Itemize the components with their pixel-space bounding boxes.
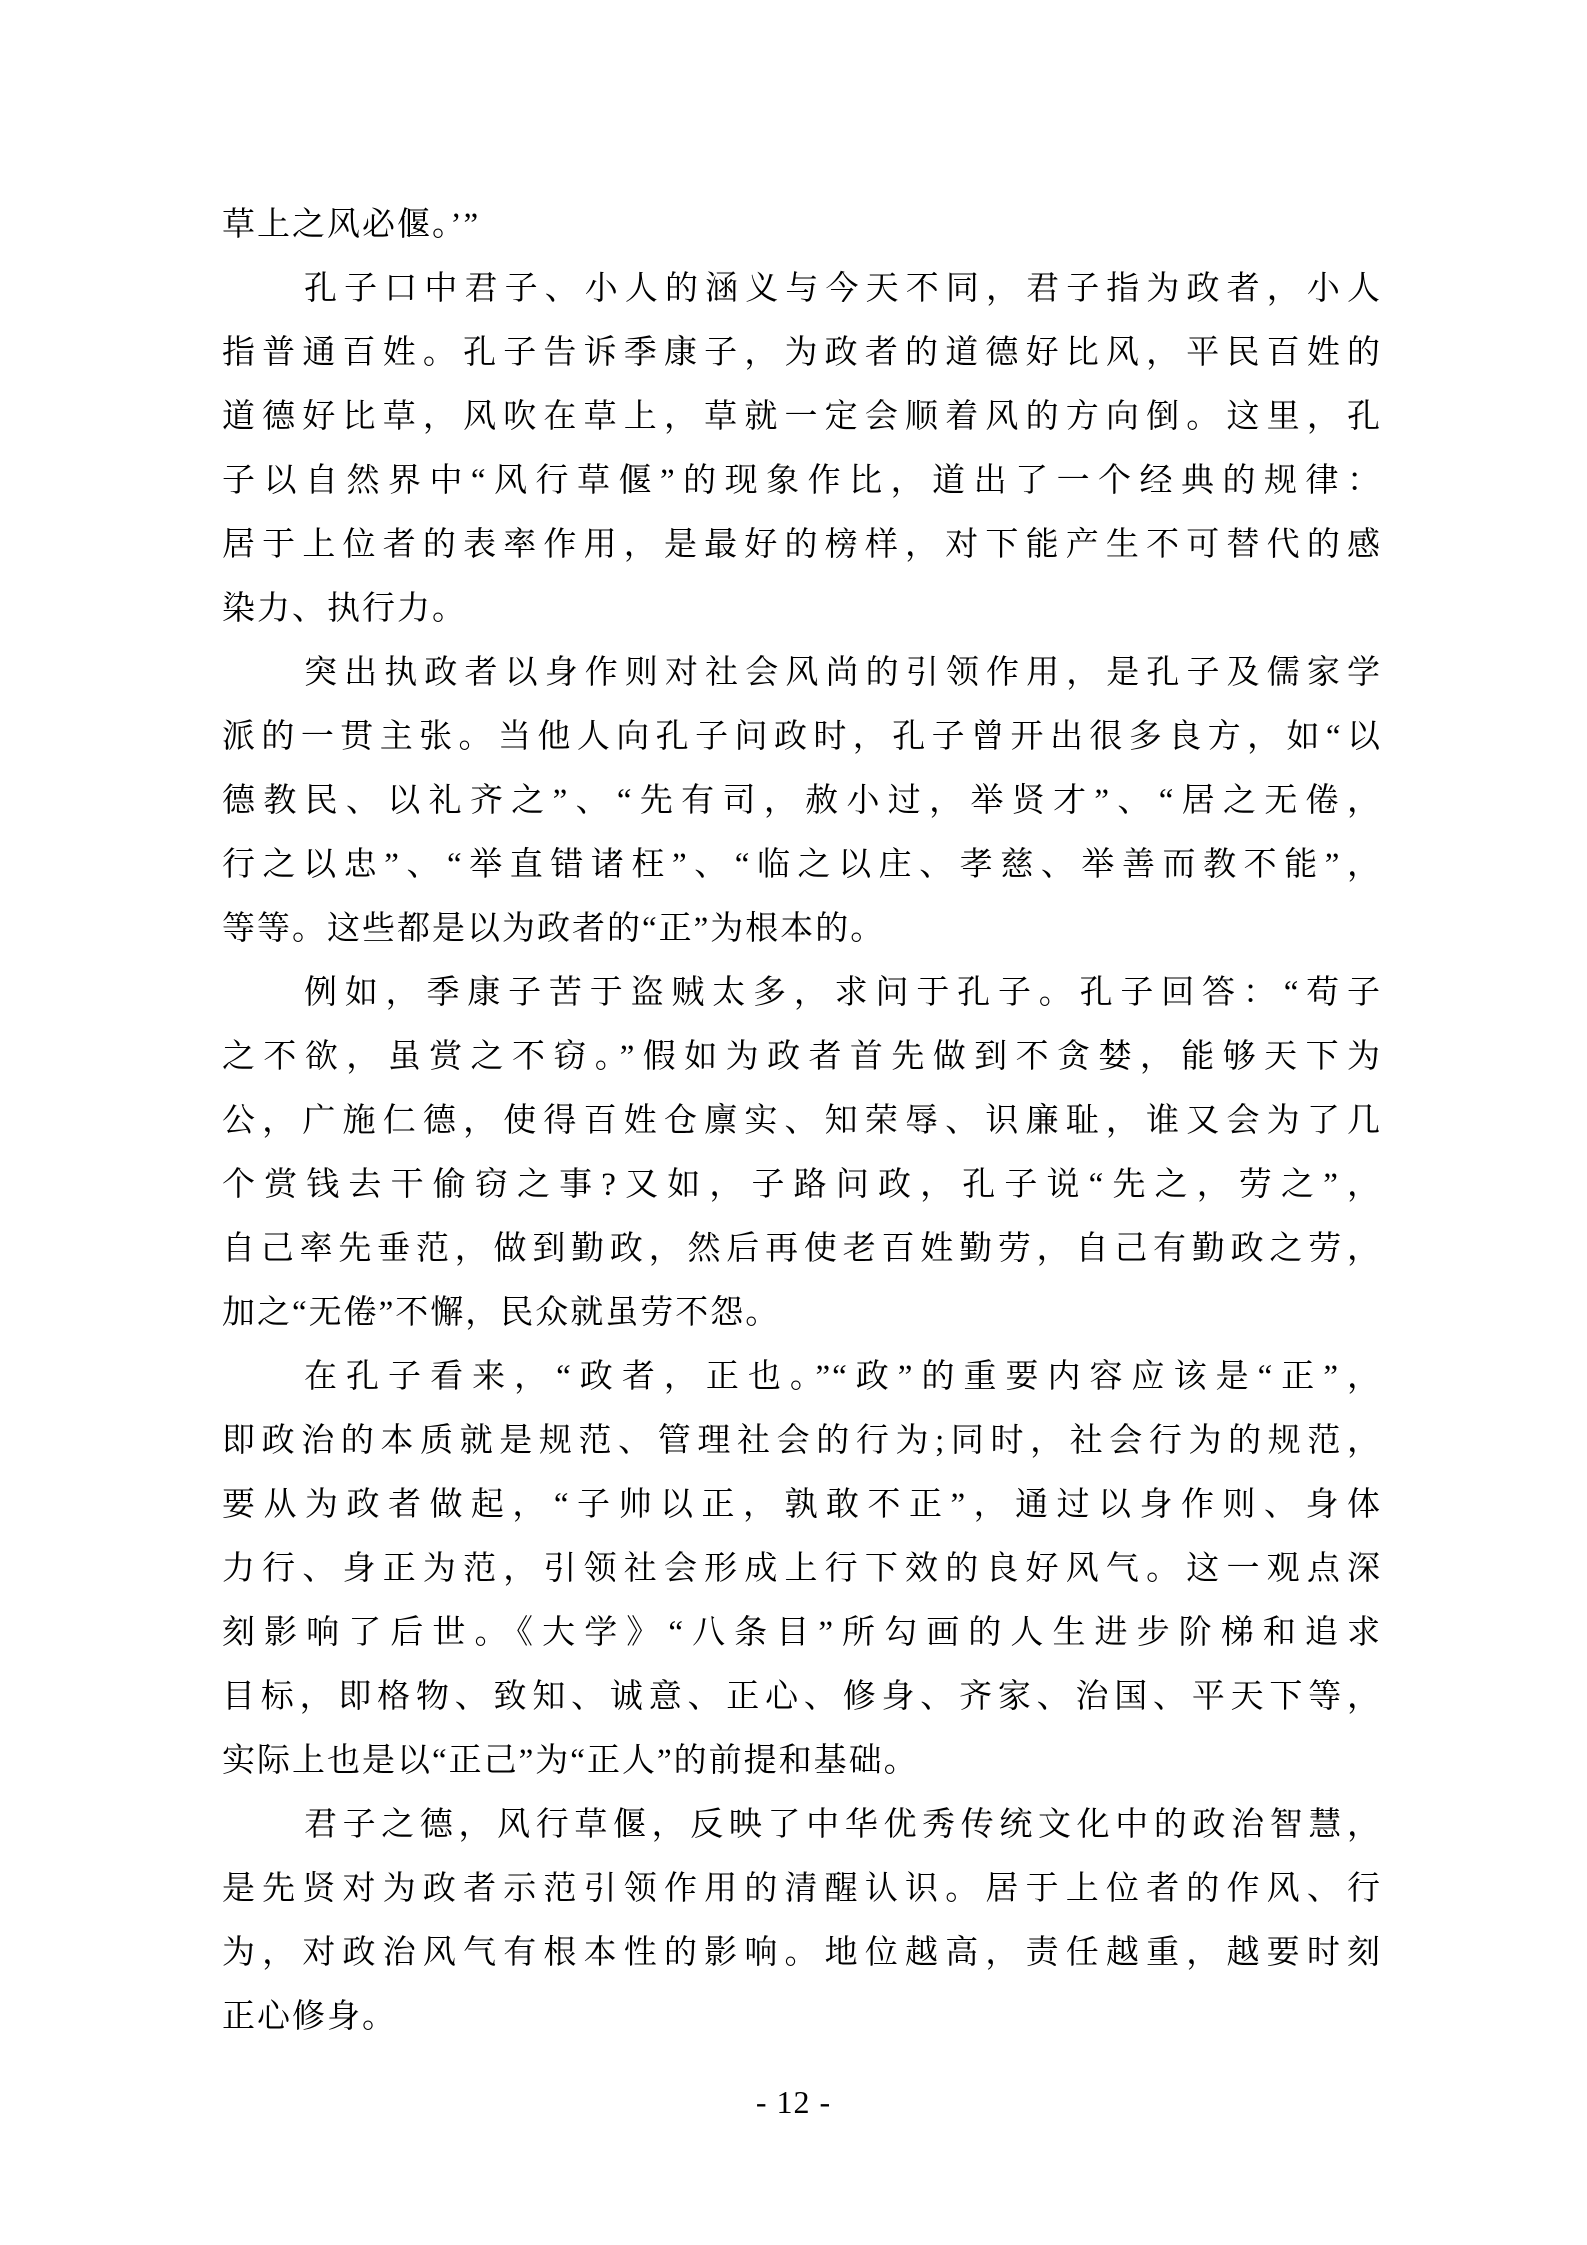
text-line: 等等。这些都是以为政者的“正”为根本的。 — [222, 911, 886, 947]
text-line: 为，对政治风气有根本性的影响。地位越高，责任越重，越要时刻 — [222, 1935, 1382, 1971]
text-line: 染力、执行力。 — [222, 591, 467, 627]
text-line: 自己率先垂范，做到勤政，然后再使老百姓勤劳，自己有勤政之劳， — [222, 1231, 1382, 1267]
text-line: 实际上也是以“正己”为“正人”的前提和基础。 — [222, 1743, 919, 1779]
document-body — [222, 193, 1382, 2049]
text-line: 君子之德，风行草偃，反映了中华优秀传统文化中的政治智慧， — [304, 1807, 1382, 1843]
text-line: 公，广施仁德，使得百姓仓廪实、知荣辱、识廉耻，谁又会为了几 — [222, 1103, 1382, 1139]
text-line: 突出执政者以身作则对社会风尚的引领作用，是孔子及儒家学 — [304, 655, 1382, 691]
text-line: 子以自然界中“风行草偃”的现象作比，道出了一个经典的规律： — [222, 463, 1382, 499]
text-line: 草上之风必偃。’” — [222, 207, 481, 243]
text-line: 指普通百姓。孔子告诉季康子，为政者的道德好比风，平民百姓的 — [222, 335, 1382, 371]
text-line: 刻影响了后世。《大学》“八条目”所勾画的人生进步阶梯和追求 — [222, 1615, 1382, 1651]
text-line: 加之“无倦”不懈，民众就虽劳不怨。 — [222, 1295, 781, 1331]
text-line: 居于上位者的表率作用，是最好的榜样，对下能产生不可替代的感 — [222, 527, 1382, 563]
text-line: 之不欲，虽赏之不窃。”假如为政者首先做到不贪婪，能够天下为 — [222, 1039, 1382, 1075]
text-line: 派的一贯主张。当他人向孔子问政时，孔子曾开出很多良方，如“以 — [222, 719, 1382, 755]
text-line: 在孔子看来，“政者，正也。”“政”的重要内容应该是“正”， — [304, 1359, 1382, 1395]
text-line: 例如，季康子苦于盗贼太多，求问于孔子。孔子回答：“苟子 — [304, 975, 1382, 1011]
page-number: - 12 - — [755, 2084, 832, 2120]
text-line: 要从为政者做起，“子帅以正，孰敢不正”，通过以身作则、身体 — [222, 1487, 1382, 1523]
text-line: 孔子口中君子、小人的涵义与今天不同，君子指为政者，小人 — [304, 271, 1382, 307]
text-line: 德教民、以礼齐之”、“先有司，赦小过，举贤才”、“居之无倦， — [222, 783, 1382, 819]
text-line: 道德好比草，风吹在草上，草就一定会顺着风的方向倒。这里，孔 — [222, 399, 1382, 435]
text-line: 目标，即格物、致知、诚意、正心、修身、齐家、治国、平天下等， — [222, 1679, 1382, 1715]
text-line: 个赏钱去干偷窃之事?又如，子路问政，孔子说“先之，劳之”， — [222, 1167, 1382, 1203]
text-line: 行之以忠”、“举直错诸枉”、“临之以庄、孝慈、举善而教不能”， — [222, 847, 1382, 883]
text-line: 是先贤对为政者示范引领作用的清醒认识。居于上位者的作风、行 — [222, 1871, 1382, 1907]
text-line: 力行、身正为范，引领社会形成上行下效的良好风气。这一观点深 — [222, 1551, 1382, 1587]
text-line: 正心修身。 — [222, 1999, 397, 2035]
text-line: 即政治的本质就是规范、管理社会的行为;同时，社会行为的规范， — [222, 1423, 1382, 1459]
